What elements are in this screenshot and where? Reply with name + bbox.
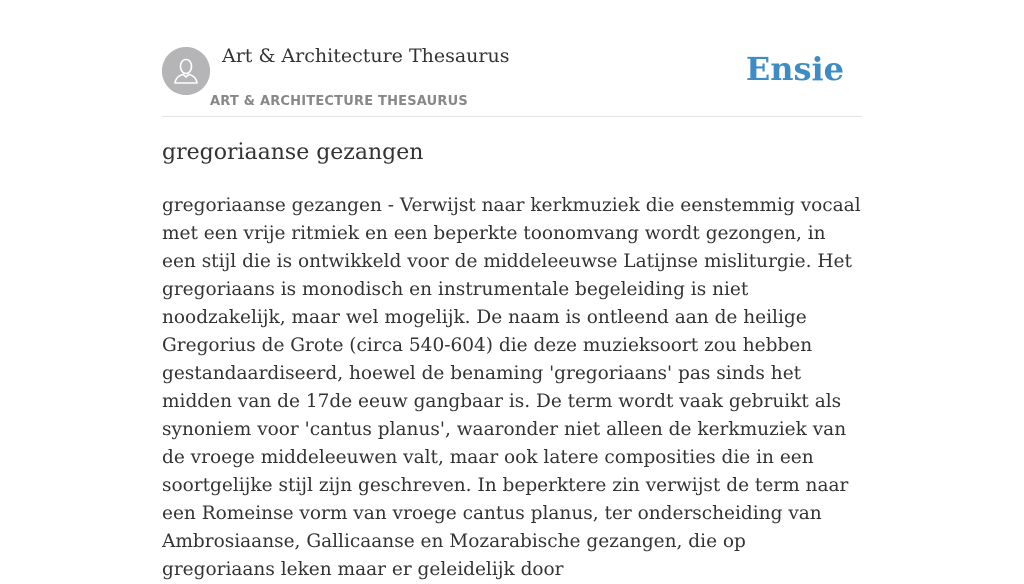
author-name-link[interactable]: Art & Architecture Thesaurus xyxy=(222,45,510,67)
article-body: gregoriaanse gezangen - Verwijst naar kerkmuziek die eenstemmig vocaal met een vrije ritmiek en een beperkte toonomvang wordt gezongen, in een stijl die is ontwikkeld voor de middeleeuwse Latijnse misliturgie. Het gregoriaans is monodisch en instrumentale begeleiding is niet noodzakelijk, maar wel mogelijk. De naam is ontleend aan de heilige Gregorius de Grote (circa 540-604) die deze muzieksoort zou hebben gestandaardiseerd, hoewel de benaming 'gregoriaans' pas sinds het midden van de 17de eeuw gangbaar is. De term wordt vaak gebruikt als synoniem voor 'cantus planus', waaronder niet alleen de kerkmuziek van de vroege middeleeuwen valt, maar ook latere composities die in een soortgelijke stijl zijn geschreven. In beperktere zin verwijst de term naar een Romeinse vorm van vroege cantus planus, ter onderscheiding van Ambrosiaanse, Gallicaanse en Mozarabische gezangen, die op gregoriaans leken maar er geleidelijk door xyxy=(162,195,861,580)
page-header xyxy=(162,0,862,117)
user-silhouette-icon[interactable] xyxy=(162,47,210,95)
ensie-logo[interactable]: Ensie xyxy=(745,50,844,88)
page-title: gregoriaanse gezangen xyxy=(162,140,424,165)
source-label: ART & ARCHITECTURE THESAURUS xyxy=(210,94,468,109)
content-column xyxy=(162,0,862,580)
